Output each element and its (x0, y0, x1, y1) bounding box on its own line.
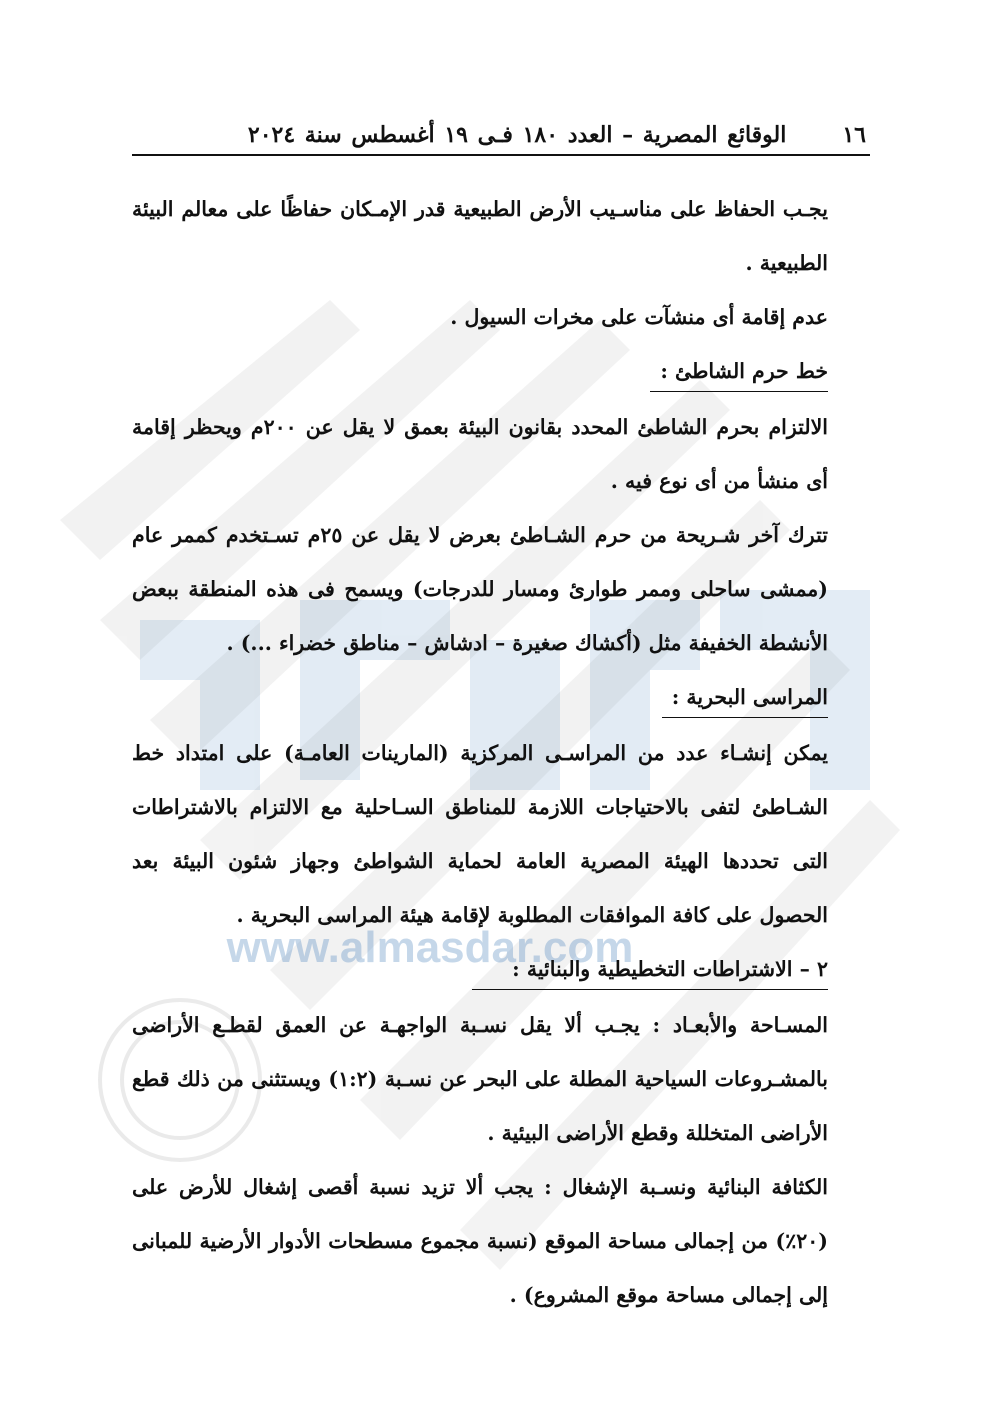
document-body (132, 182, 872, 1322)
paragraph-building-density: الكثافة البنائية ونسـبة الإشغال : يجب ألا تزيد نسبة أقصى إشغال للأرض على (٢٠٪) من إجمالى مساحة الموقع (نسبة مجموع مسطحات الأدوار الأرضية للمبانى إلى إجمالى مساحة موقع المشروع) . (132, 1175, 828, 1307)
page-number: ١٦ (842, 122, 866, 148)
paragraph-flood-paths: عدم إقامة أى منشآت على مخرات السيول . (450, 305, 828, 329)
gazette-issue-title: الوقائع المصرية – العدد ١٨٠ فـى ١٩ أغسطس سنة ٢٠٢٤ (247, 122, 787, 148)
heading-marinas: المراسى البحرية : (662, 677, 828, 718)
paragraph-public-walkway: تترك آخر شـريحة من حرم الشـاطئ بعرض لا يقل عن ٢٥م تسـتخدم كممر عام (ممشى ساحلى وممر طوارئ ومسار للدرجات) ويسمح فى هذه المنطقة ببعض الأنشطة الخفيفة مثل (أكشاك صغيرة – ادشاش – مناطق خضراء ...) . (132, 523, 828, 655)
paragraph-area-dimensions: المسـاحة والأبعـاد : يجـب ألا يقل نسـبة الواجهـة عن العمق لقطـع الأراضى بالمشـروعات السياحية المطلة على البحر عن نسـبة (١:٢) ويستثنى من ذلك قطع الأراضى المتخللة وقطع الأراضى البيئية . (132, 1013, 828, 1145)
watermark-url: www.almasdar.com (226, 923, 634, 972)
heading-planning-requirements: ٢ – الاشتراطات التخطيطية والبنائية : (472, 949, 828, 990)
paragraph-shore-setback: الالتزام بحرم الشاطئ المحدد بقانون البيئة بعمق لا يقل عن ٢٠٠م ويحظر إقامة أى منشأ من أى نوع فيه . (132, 415, 828, 493)
heading-shore-line: خط حرم الشاطئ : (650, 351, 828, 392)
page-header (132, 112, 870, 156)
paragraph-natural-levels: يجـب الحفاظ على مناسـيب الأرض الطبيعية قدر الإمـكان حفاظًا على معالم البيئة الطبيعية . (132, 197, 828, 275)
paragraph-marinas: يمكن إنشـاء عدد من المراسـى المركزية (المارينات العامـة) على امتداد خط الشـاطئ لتفى بالاحتياجات اللازمة للمناطق السـاحلية مع الالتزام بالاشتراطات التى تحددها الهيئة المصرية العامة لحماية الشواطئ وجهاز شئون البيئة بعد الحصول على كافة الموافقات المطلوبة لإقامة هيئة المراسى البحرية . (132, 741, 828, 927)
